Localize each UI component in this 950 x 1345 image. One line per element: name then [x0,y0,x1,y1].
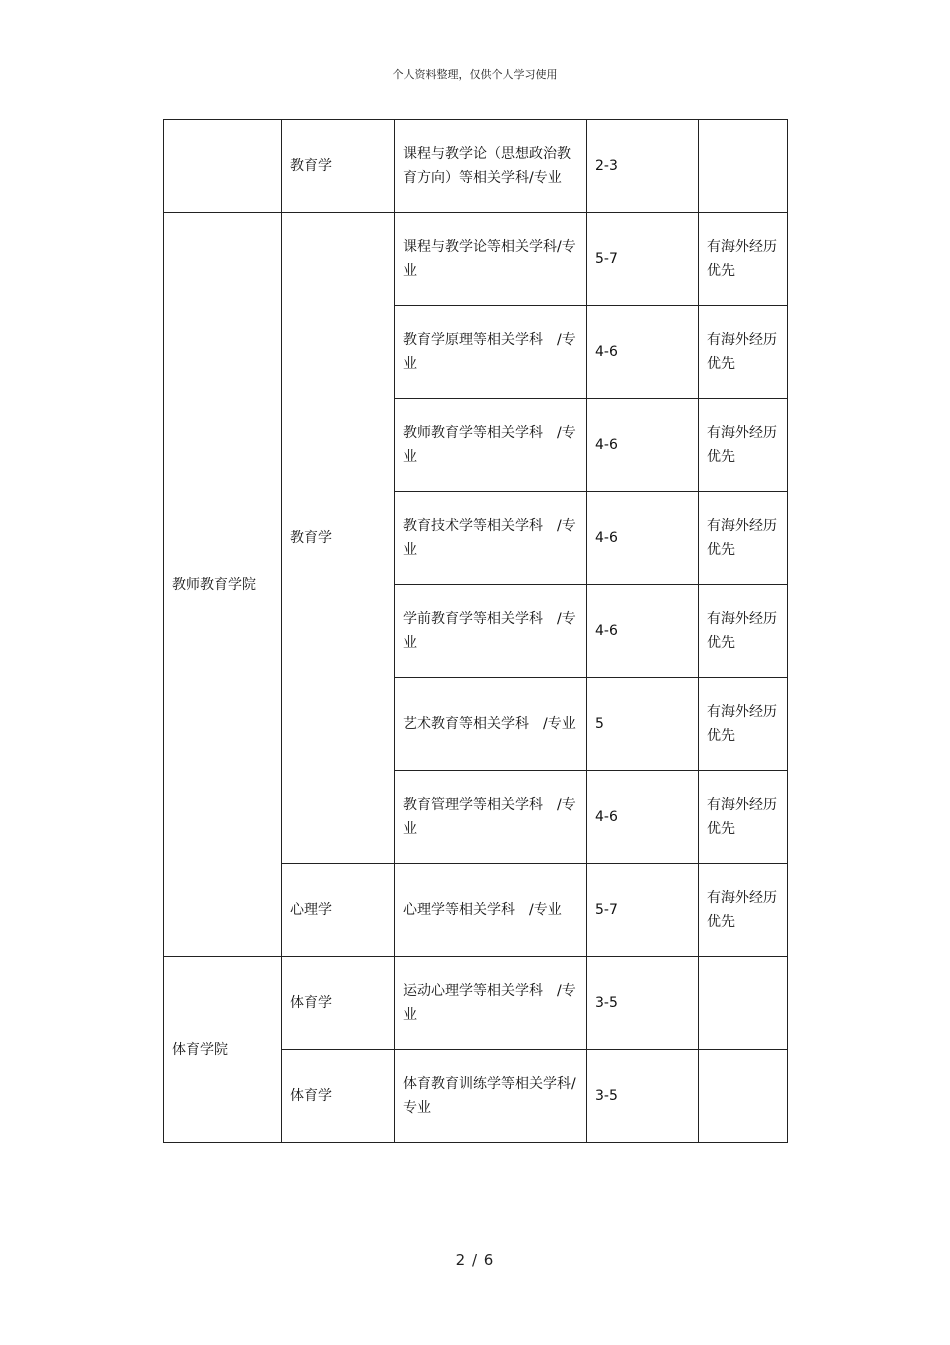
note-cell: 有海外经历优先 [699,213,788,306]
count-cell: 4-6 [587,399,699,492]
recruitment-table [163,119,788,1143]
count-cell: 4-6 [587,585,699,678]
major-cell: 课程与教学论等相关学科/专业 [395,213,587,306]
table-row [164,213,788,306]
count-cell: 2-3 [587,120,699,213]
college-cell: 教师教育学院 [164,213,282,957]
note-cell [699,957,788,1050]
count-cell: 3-5 [587,957,699,1050]
major-cell: 教育技术学等相关学科 /专业 [395,492,587,585]
count-cell: 3-5 [587,1050,699,1143]
college-cell [164,120,282,213]
major-cell: 运动心理学等相关学科 /专业 [395,957,587,1050]
note-cell: 有海外经历优先 [699,864,788,957]
count-cell: 4-6 [587,492,699,585]
major-cell: 教育学原理等相关学科 /专业 [395,306,587,399]
count-cell: 4-6 [587,306,699,399]
note-cell: 有海外经历优先 [699,678,788,771]
major-cell: 学前教育学等相关学科 /专业 [395,585,587,678]
discipline-cell: 心理学 [282,864,395,957]
note-cell: 有海外经历优先 [699,399,788,492]
discipline-cell: 体育学 [282,957,395,1050]
note-cell [699,1050,788,1143]
page-number: 2 / 6 [455,1251,495,1269]
table-row [164,120,788,213]
count-cell: 5 [587,678,699,771]
discipline-cell: 教育学 [282,120,395,213]
discipline-cell: 教育学 [282,213,395,864]
count-cell: 4-6 [587,771,699,864]
note-cell: 有海外经历优先 [699,771,788,864]
count-cell: 5-7 [587,213,699,306]
note-cell: 有海外经历优先 [699,585,788,678]
count-cell: 5-7 [587,864,699,957]
major-cell: 教师教育学等相关学科 /专业 [395,399,587,492]
note-cell [699,120,788,213]
discipline-cell: 体育学 [282,1050,395,1143]
note-cell: 有海外经历优先 [699,492,788,585]
major-cell: 体育教育训练学等相关学科/专业 [395,1050,587,1143]
major-cell: 艺术教育等相关学科 /专业 [395,678,587,771]
major-cell: 教育管理学等相关学科 /专业 [395,771,587,864]
page-header: 个人资料整理，仅供个人学习使用 [392,68,558,81]
note-cell: 有海外经历优先 [699,306,788,399]
table-row [164,957,788,1050]
college-cell: 体育学院 [164,957,282,1143]
major-cell: 心理学等相关学科 /专业 [395,864,587,957]
major-cell: 课程与教学论（思想政治教育方向）等相关学科/专业 [395,120,587,213]
